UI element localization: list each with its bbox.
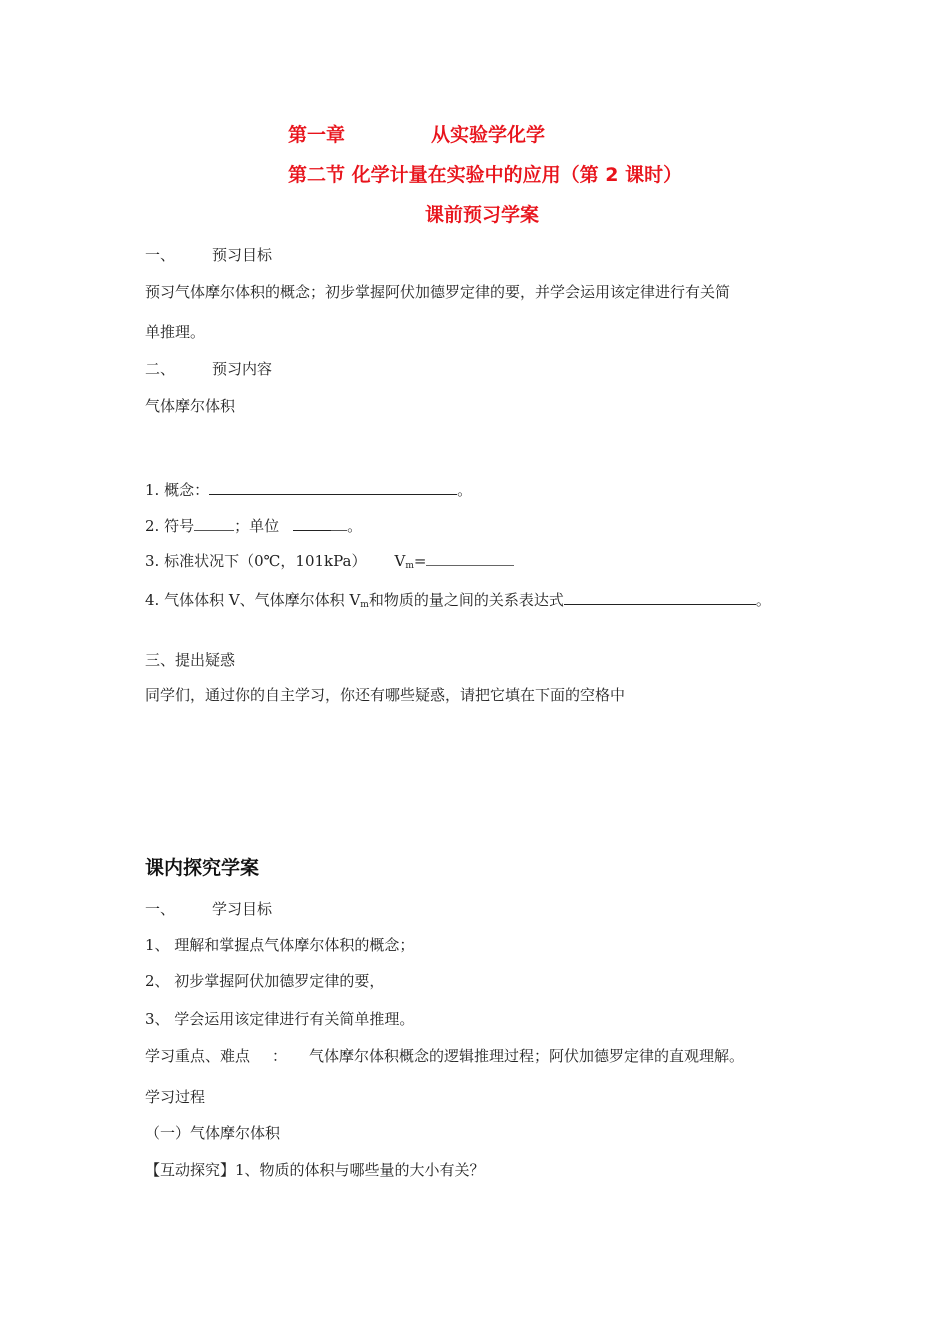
item-label: 4. 气体体积 V、气体摩尔体积 V [145, 591, 361, 609]
item-end: 。 [755, 591, 771, 609]
vm-subscript: m [405, 561, 414, 571]
section-heading: 预习目标 [212, 246, 273, 264]
section-title: 第二节 化学计量在实验中的应用（第 2 课时） [288, 164, 683, 186]
subtitle: 课前预习学案 [425, 204, 540, 226]
paragraph-line: 单推理。 [145, 323, 206, 341]
answer-blank[interactable] [194, 516, 234, 531]
item-end: 。 [347, 517, 363, 535]
answer-blank[interactable] [293, 516, 331, 531]
goal-item: 3、 学会运用该定律进行有关简单推理。 [145, 1010, 415, 1028]
item-mid: ；单位 [234, 517, 280, 535]
goal-item: 2、 初步掌握阿伏加德罗定律的要， [145, 972, 385, 990]
paragraph-line: 预习气体摩尔体积的概念；初步掌握阿伏加德罗定律的要，并学会运用该定律进行有关简 [145, 283, 731, 301]
explore-question: 【互动探究】1、物质的体积与哪些量的大小有关？ [145, 1161, 485, 1179]
focus-colon: ： [272, 1047, 288, 1065]
process-heading: 学习过程 [145, 1088, 206, 1106]
focus-label: 学习重点、难点 [145, 1047, 251, 1065]
section-heading: 预习内容 [212, 360, 273, 378]
answer-blank[interactable] [564, 590, 756, 605]
inclass-title: 课内探究学案 [145, 857, 260, 879]
question-item-4 [145, 590, 771, 615]
item-end: 。 [457, 481, 473, 499]
chapter-label: 第一章 [288, 124, 346, 146]
vm-subscript: m [360, 600, 369, 610]
answer-blank[interactable] [331, 516, 347, 531]
item-label: 2. 符号 [145, 517, 195, 535]
section-number: 二、 [145, 360, 176, 378]
goal-item: 1、 理解和掌握点气体摩尔体积的概念； [145, 936, 415, 954]
focus-line [145, 1046, 744, 1066]
section-heading: 学习目标 [212, 900, 273, 918]
section-number: 一、 [145, 900, 176, 918]
section-number: 一、 [145, 246, 176, 264]
answer-blank[interactable] [209, 480, 457, 495]
topic-title: 气体摩尔体积 [145, 397, 236, 415]
question-item-2 [145, 516, 362, 536]
item-label: 3. 标准状况下（0℃，101kPa） [145, 552, 367, 570]
answer-blank[interactable] [426, 551, 514, 566]
chapter-title: 从实验学化学 [431, 124, 546, 146]
question-item-1 [145, 480, 472, 500]
equals-sign: = [413, 552, 427, 570]
item-label: 1. 概念： [145, 481, 210, 499]
focus-text: 气体摩尔体积概念的逻辑推理过程；阿伏加德罗定律的直观理解。 [309, 1047, 745, 1065]
vm-symbol: V [394, 552, 406, 570]
item-text: 和物质的量之间的关系表达式 [368, 591, 564, 609]
question-item-3 [145, 551, 514, 576]
section-heading: 三、提出疑惑 [145, 651, 236, 669]
paragraph-line: 同学们，通过你的自主学习，你还有哪些疑惑，请把它填在下面的空格中 [145, 686, 626, 704]
subsection-heading: （一）气体摩尔体积 [145, 1124, 281, 1142]
